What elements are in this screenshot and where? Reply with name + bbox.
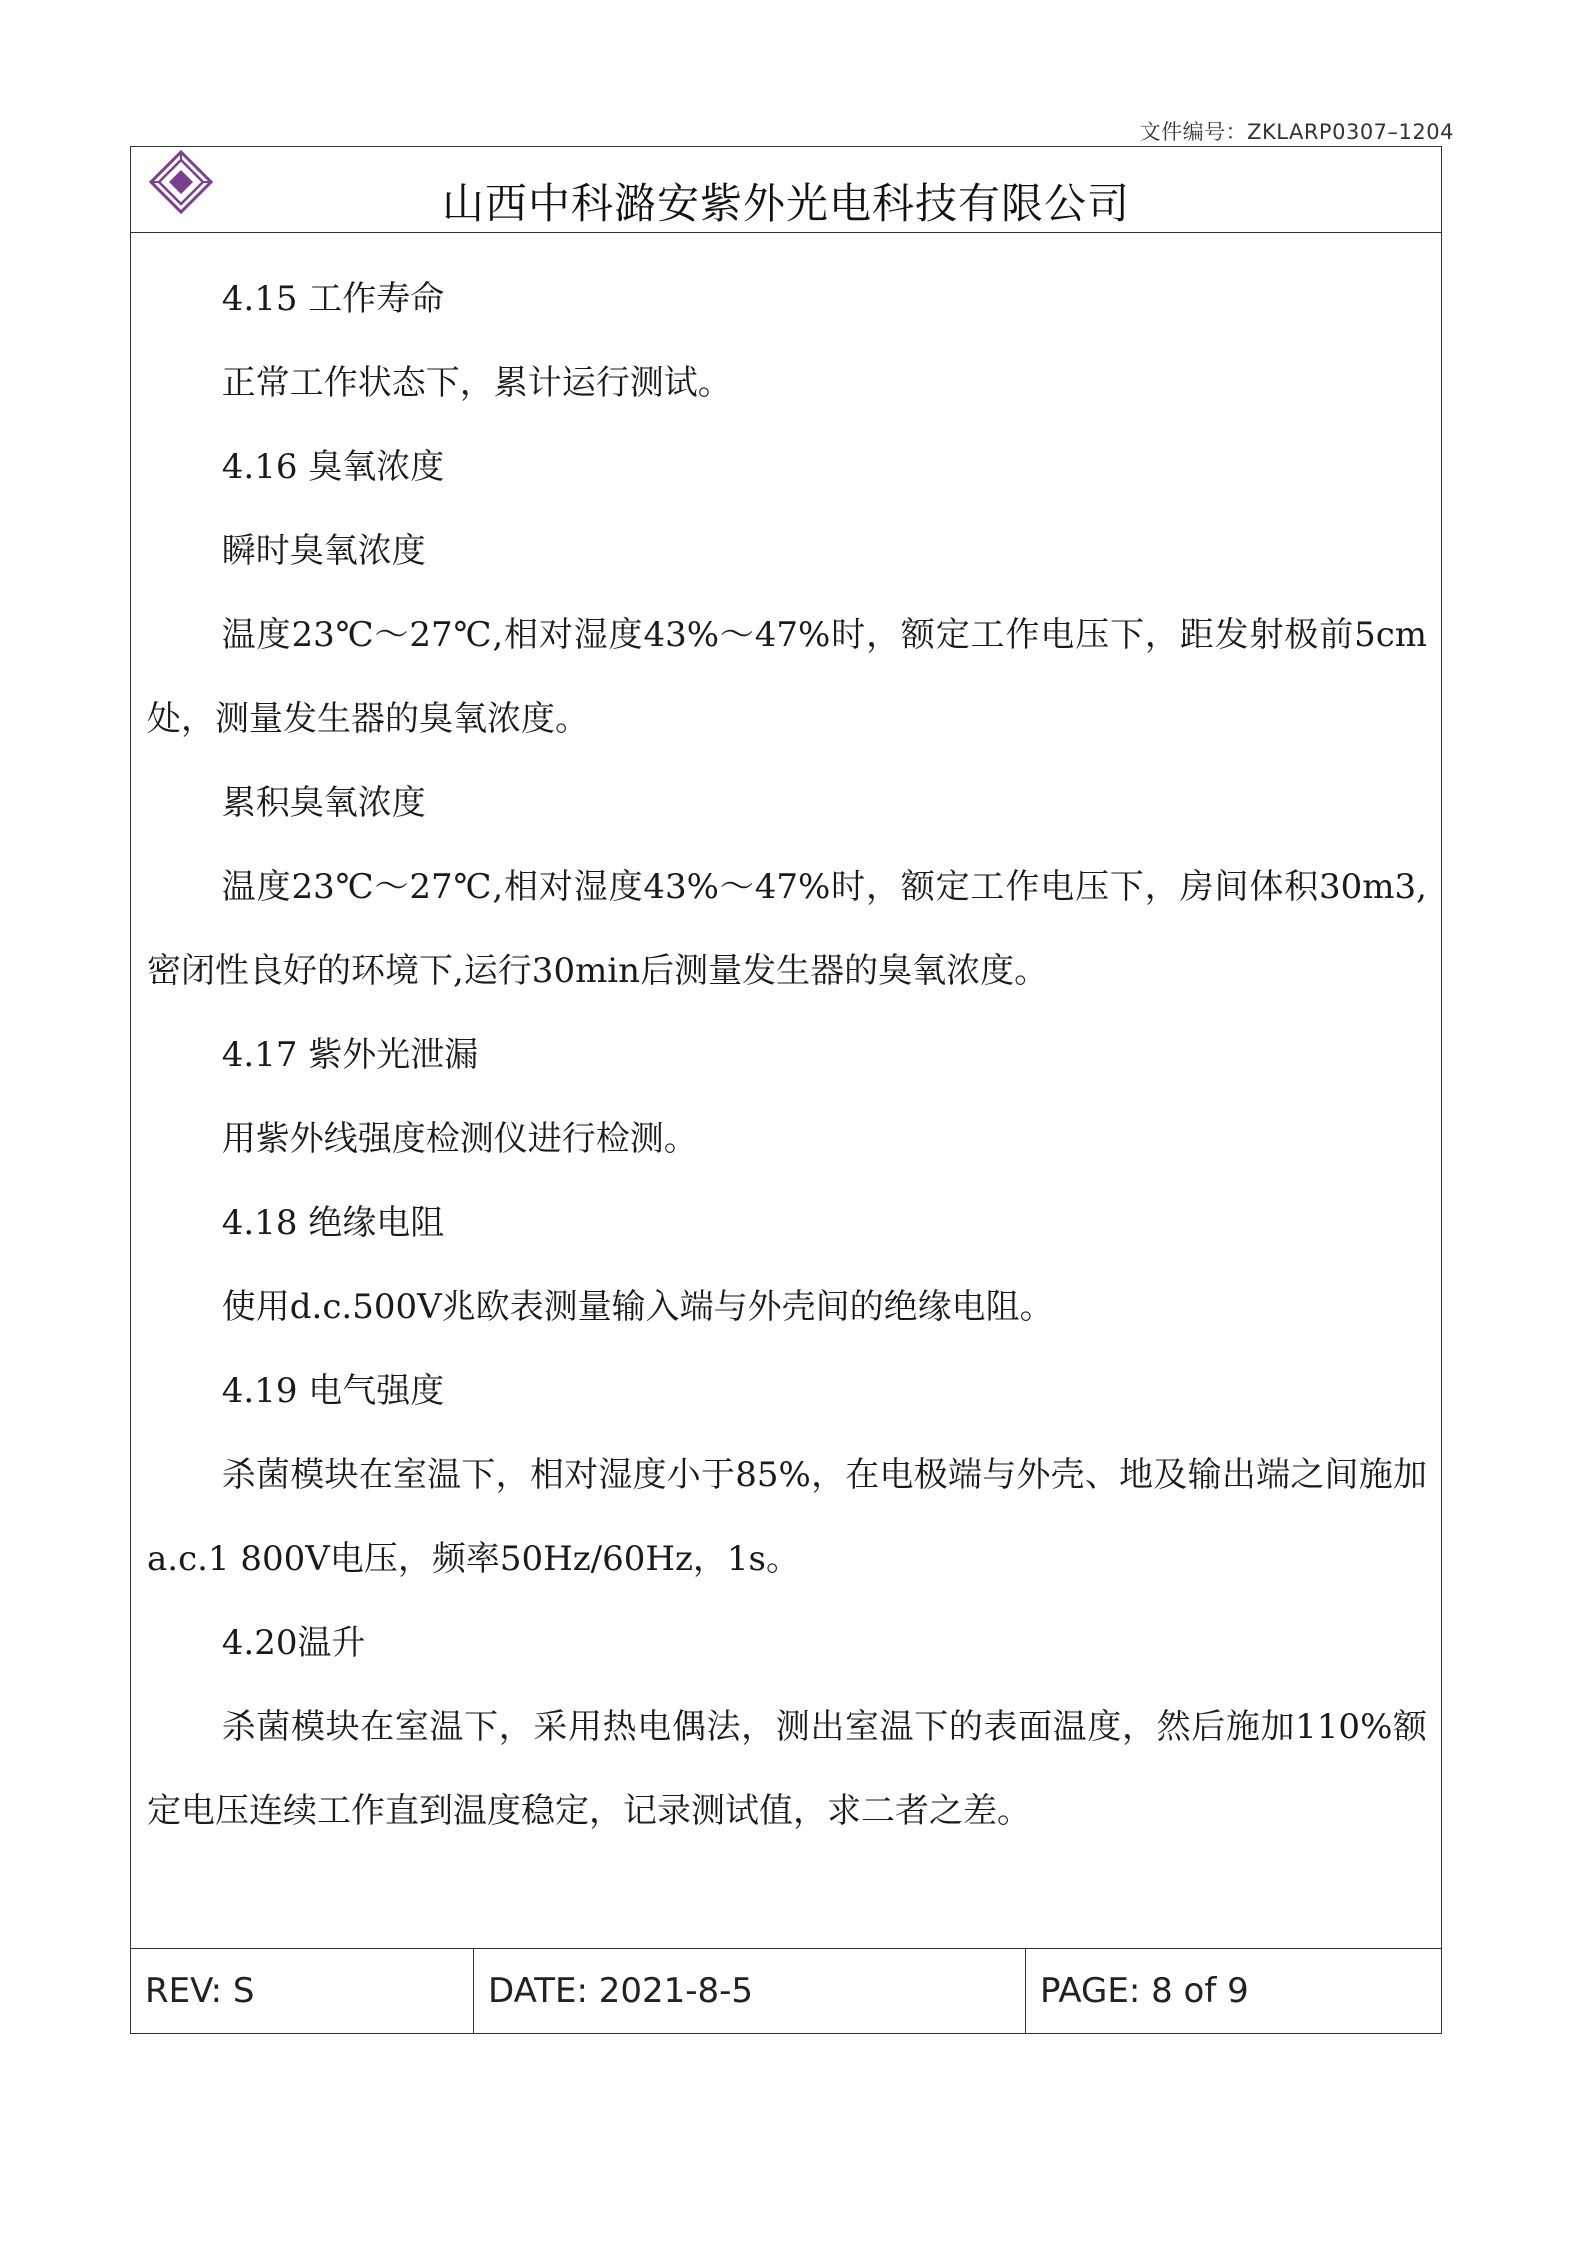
section-heading-4-19: 4.19 电气强度: [221, 1371, 445, 1411]
paragraph: 杀菌模块在室温下，相对湿度小于85%，在电极端与外壳、地及输出端之间施加a.c.1 800V电压，频率50Hz/60Hz，1s。: [147, 1455, 1427, 1579]
document-header: [131, 147, 1441, 233]
section-heading-4-20: 4.20温升: [221, 1623, 366, 1663]
paragraph: 杀菌模块在室温下，采用热电偶法，测出室温下的表面温度，然后施加110%额定电压连续工作直到温度稳定，记录测试值，求二者之差。: [147, 1707, 1427, 1831]
subheading-cumulative-ozone: 累积臭氧浓度: [221, 783, 426, 823]
file-number: 文件编号：ZKLARP0307–1204: [1139, 120, 1454, 144]
company-name: 山西中科潞安紫外光电科技有限公司: [441, 179, 1130, 228]
paragraph: 用紫外线强度检测仪进行检测。: [221, 1119, 698, 1159]
footer-rev: REV: S: [145, 1971, 255, 2011]
document-frame: [130, 146, 1442, 2034]
section-heading-4-16: 4.16 臭氧浓度: [221, 447, 445, 487]
paragraph: 温度23℃～27℃,相对湿度43%～47%时，额定工作电压下，距发射极前5cm处，测量发生器的臭氧浓度。: [147, 615, 1427, 739]
subheading-instant-ozone: 瞬时臭氧浓度: [221, 531, 426, 571]
paragraph: 使用d.c.500V兆欧表测量输入端与外壳间的绝缘电阻。: [221, 1287, 1054, 1327]
document-body: [147, 257, 1427, 1853]
section-heading-4-15: 4.15 工作寿命: [221, 279, 445, 319]
footer-date: DATE: 2021-8-5: [473, 1949, 1025, 2033]
section-heading-4-17: 4.17 紫外光泄漏: [221, 1035, 479, 1075]
section-heading-4-18: 4.18 绝缘电阻: [221, 1203, 445, 1243]
footer-page: PAGE: 8 of 9: [1025, 1949, 1441, 2033]
document-footer: [131, 1948, 1441, 2033]
paragraph: 温度23℃～27℃,相对湿度43%～47%时，额定工作电压下，房间体积30m3,密闭性良好的环境下,运行30min后测量发生器的臭氧浓度。: [147, 867, 1427, 991]
paragraph: 正常工作状态下，累计运行测试。: [221, 363, 732, 403]
